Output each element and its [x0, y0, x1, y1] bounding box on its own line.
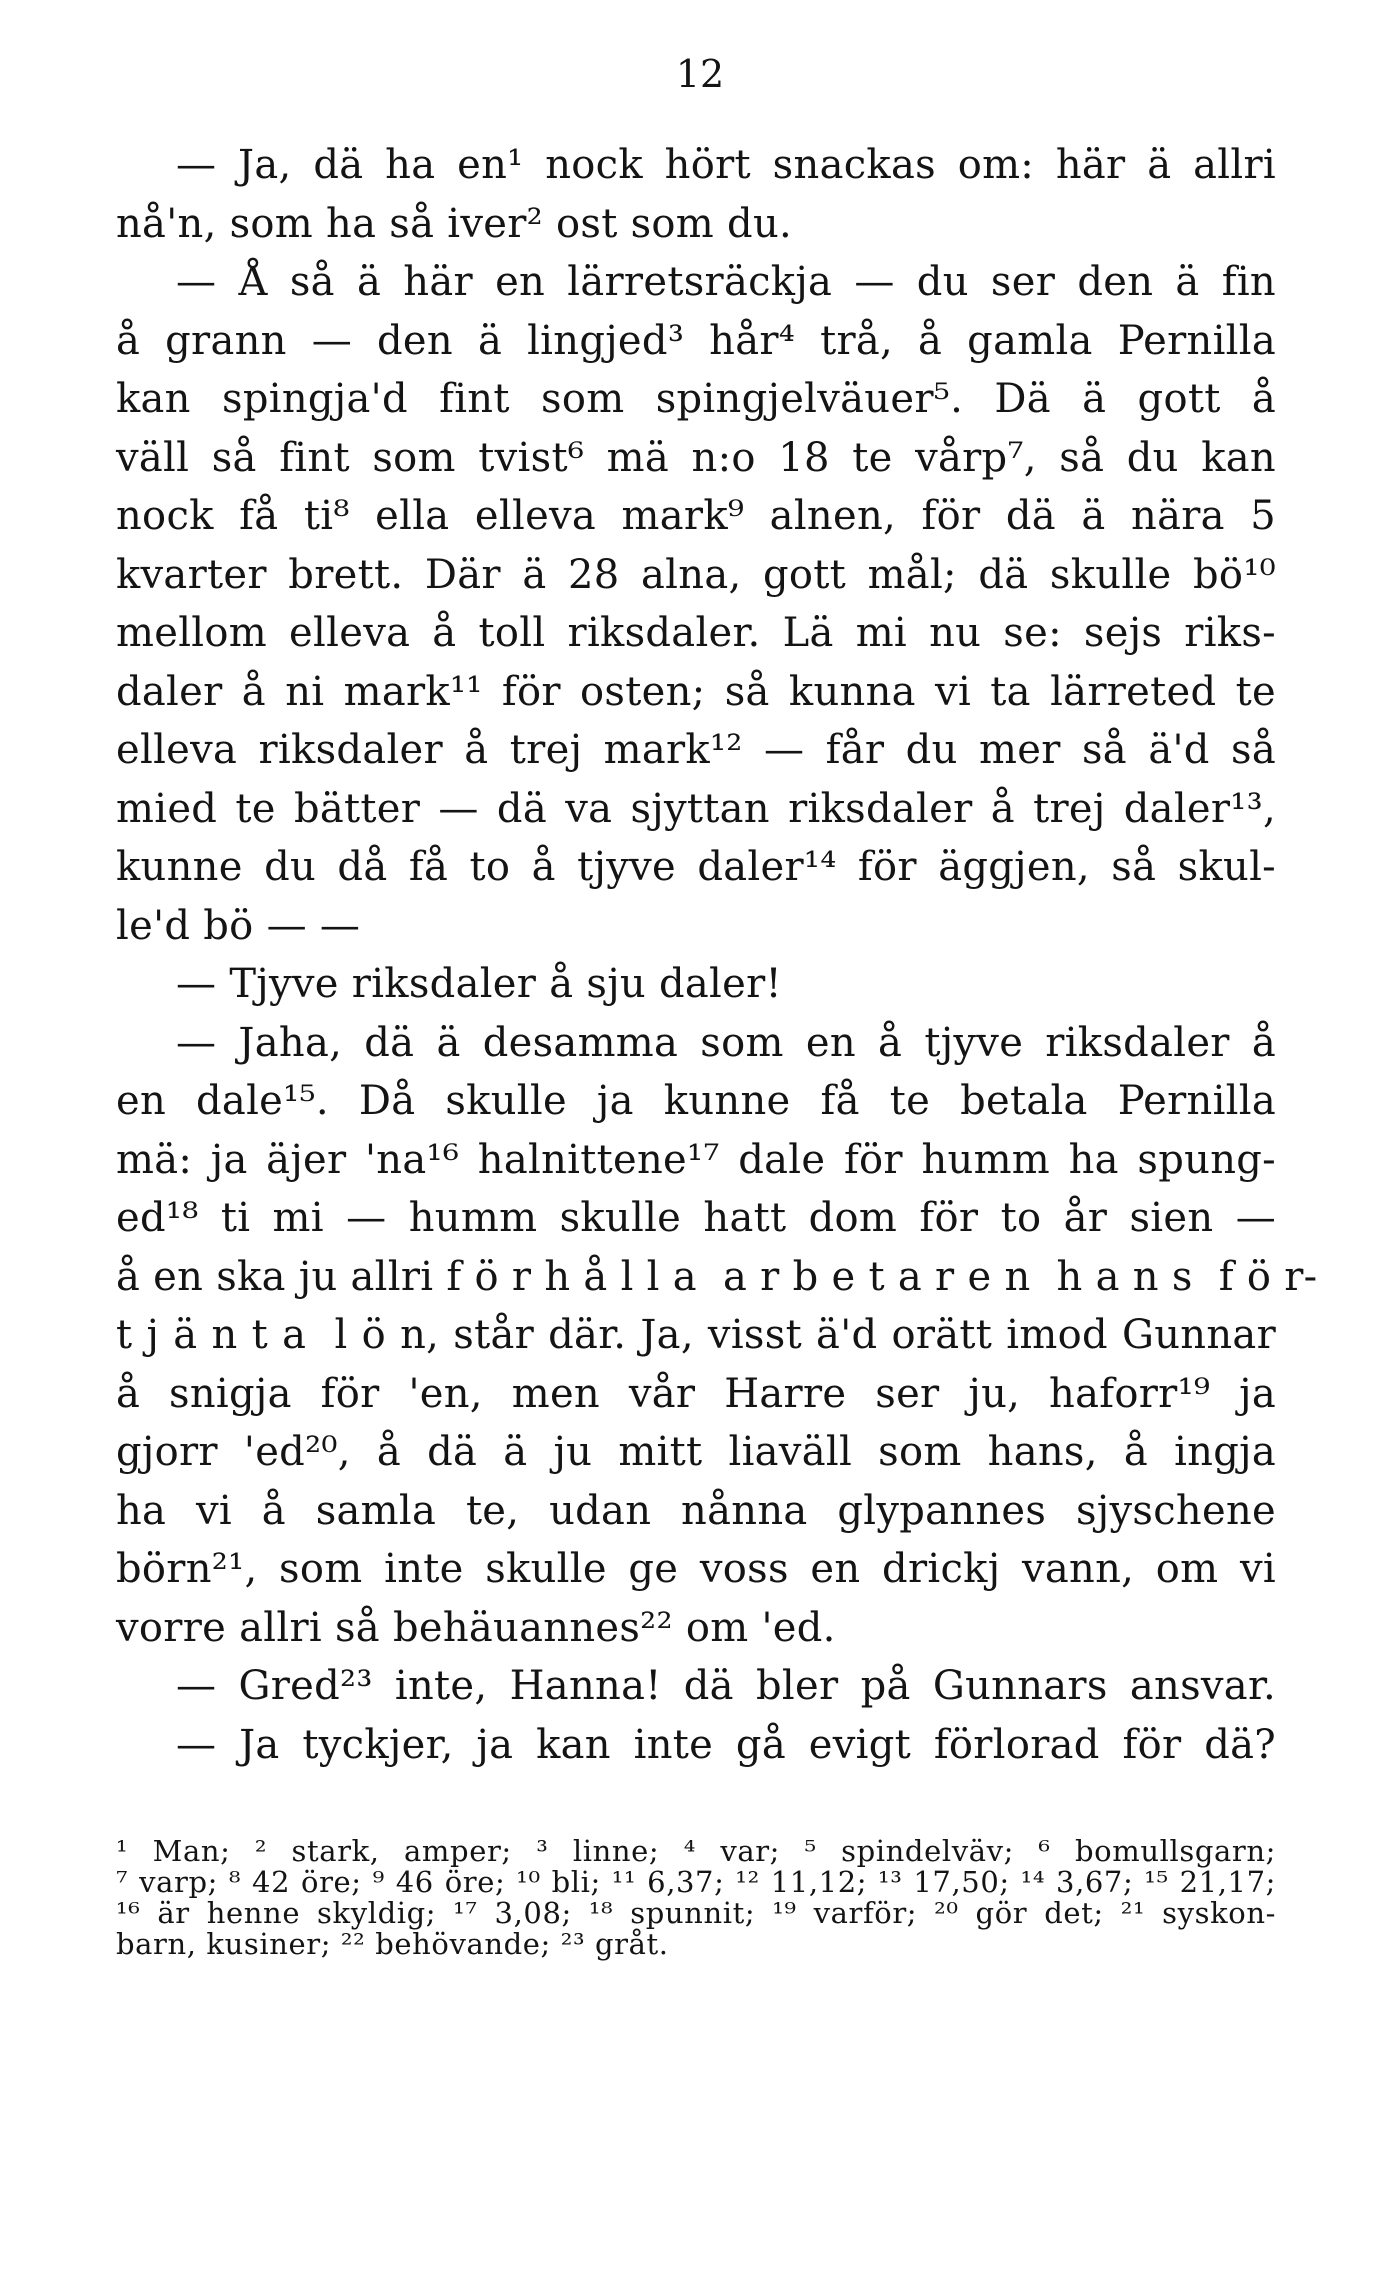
footnotes	[116, 1836, 1276, 1960]
text-line: å snigja för 'en, men vår Harre ser ju, haforr¹⁹ ja	[116, 1370, 1276, 1417]
footnote-line: barn, kusiner; ²² behövande; ²³ gråt.	[116, 1927, 669, 1961]
text-line: elleva riksdaler å trej mark¹² — får du mer så ä'd så	[116, 727, 1276, 773]
text-line: — Ja tyckjer, ja kan inte gå evigt förlorad för dä?	[176, 1721, 1276, 1768]
text-line: — Gred²³ inte, Hanna! dä bler på Gunnars ansvar.	[176, 1663, 1276, 1709]
footnote-line: ⁷ varp; ⁸ 42 öre; ⁹ 46 öre; ¹⁰ bli; ¹¹ 6,37; ¹² 11,12; ¹³ 17,50; ¹⁴ 3,67; ¹⁵ 21,17;	[116, 1865, 1276, 1899]
body-text	[116, 136, 1318, 1774]
text-line: en dale¹⁵. Då skulle ja kunne få te betala Pernilla	[116, 1078, 1276, 1124]
text-line: å en ska ju allri f ö r h å l l a a r b e t a r e n h a n s f ö r-	[116, 1253, 1318, 1300]
text-line: nå'n, som ha så iver² ost som du.	[116, 200, 793, 247]
text-line: väll så fint som tvist⁶ mä n:o 18 te vårp⁷, så du kan	[116, 434, 1276, 481]
text-line: t j ä n t a l ö n, står där. Ja, visst ä'd orätt imod Gunnar	[116, 1312, 1276, 1358]
text-line: gjorr 'ed²⁰, å dä ä ju mitt liaväll som hans, å ingja	[116, 1429, 1276, 1475]
text-line: kvarter brett. Där ä 28 alna, gott mål; dä skulle bö¹⁰	[116, 551, 1276, 598]
text-line: daler å ni mark¹¹ för osten; så kunna vi ta lärreted te	[116, 668, 1276, 715]
footnote-line: ¹⁶ är henne skyldig; ¹⁷ 3,08; ¹⁸ spunnit; ¹⁹ varför; ²⁰ gör det; ²¹ syskon-	[116, 1896, 1276, 1930]
text-line: — Ja, dä ha en¹ nock hört snackas om: här ä allri	[176, 142, 1276, 188]
text-line: mellom elleva å toll riksdaler. Lä mi nu se: sejs riks-	[116, 610, 1276, 656]
text-line: nock få ti⁸ ella elleva mark⁹ alnen, för dä ä nära 5	[116, 493, 1276, 539]
text-line: — Tjyve riksdaler å sju daler!	[176, 961, 782, 1007]
text-line: — Å så ä här en lärretsräckja — du ser den ä fin	[176, 259, 1276, 305]
text-line: börn²¹, som inte skulle ge voss en drickj vann, om vi	[116, 1546, 1276, 1592]
text-line: ha vi å samla te, udan nånna glypannes sjyschene	[116, 1487, 1276, 1534]
text-line: — Jaha, dä ä desamma som en å tjyve riksdaler å	[176, 1019, 1276, 1066]
text-line: mied te bätter — dä va sjyttan riksdaler å trej daler¹³,	[116, 785, 1276, 832]
footnote-line: ¹ Man; ² stark, amper; ³ linne; ⁴ var; ⁵ spindelväv; ⁶ bomullsgarn;	[116, 1834, 1276, 1868]
text-line: mä: ja äjer 'na¹⁶ halnittene¹⁷ dale för humm ha spung-	[116, 1136, 1276, 1183]
text-line: vorre allri så behäuannes²² om 'ed.	[116, 1604, 836, 1651]
text-line: kunne du då få to å tjyve daler¹⁴ för äggjen, så skul-	[116, 844, 1276, 890]
text-line: le'd bö — —	[116, 902, 361, 949]
text-line: kan spingja'd fint som spingjelväuer⁵. Dä ä gott å	[116, 376, 1276, 422]
text-line: ed¹⁸ ti mi — humm skulle hatt dom för to år sien —	[116, 1195, 1276, 1241]
text-line: å grann — den ä lingjed³ hår⁴ trå, å gamla Pernilla	[116, 317, 1276, 364]
page-number: 12	[675, 52, 725, 96]
